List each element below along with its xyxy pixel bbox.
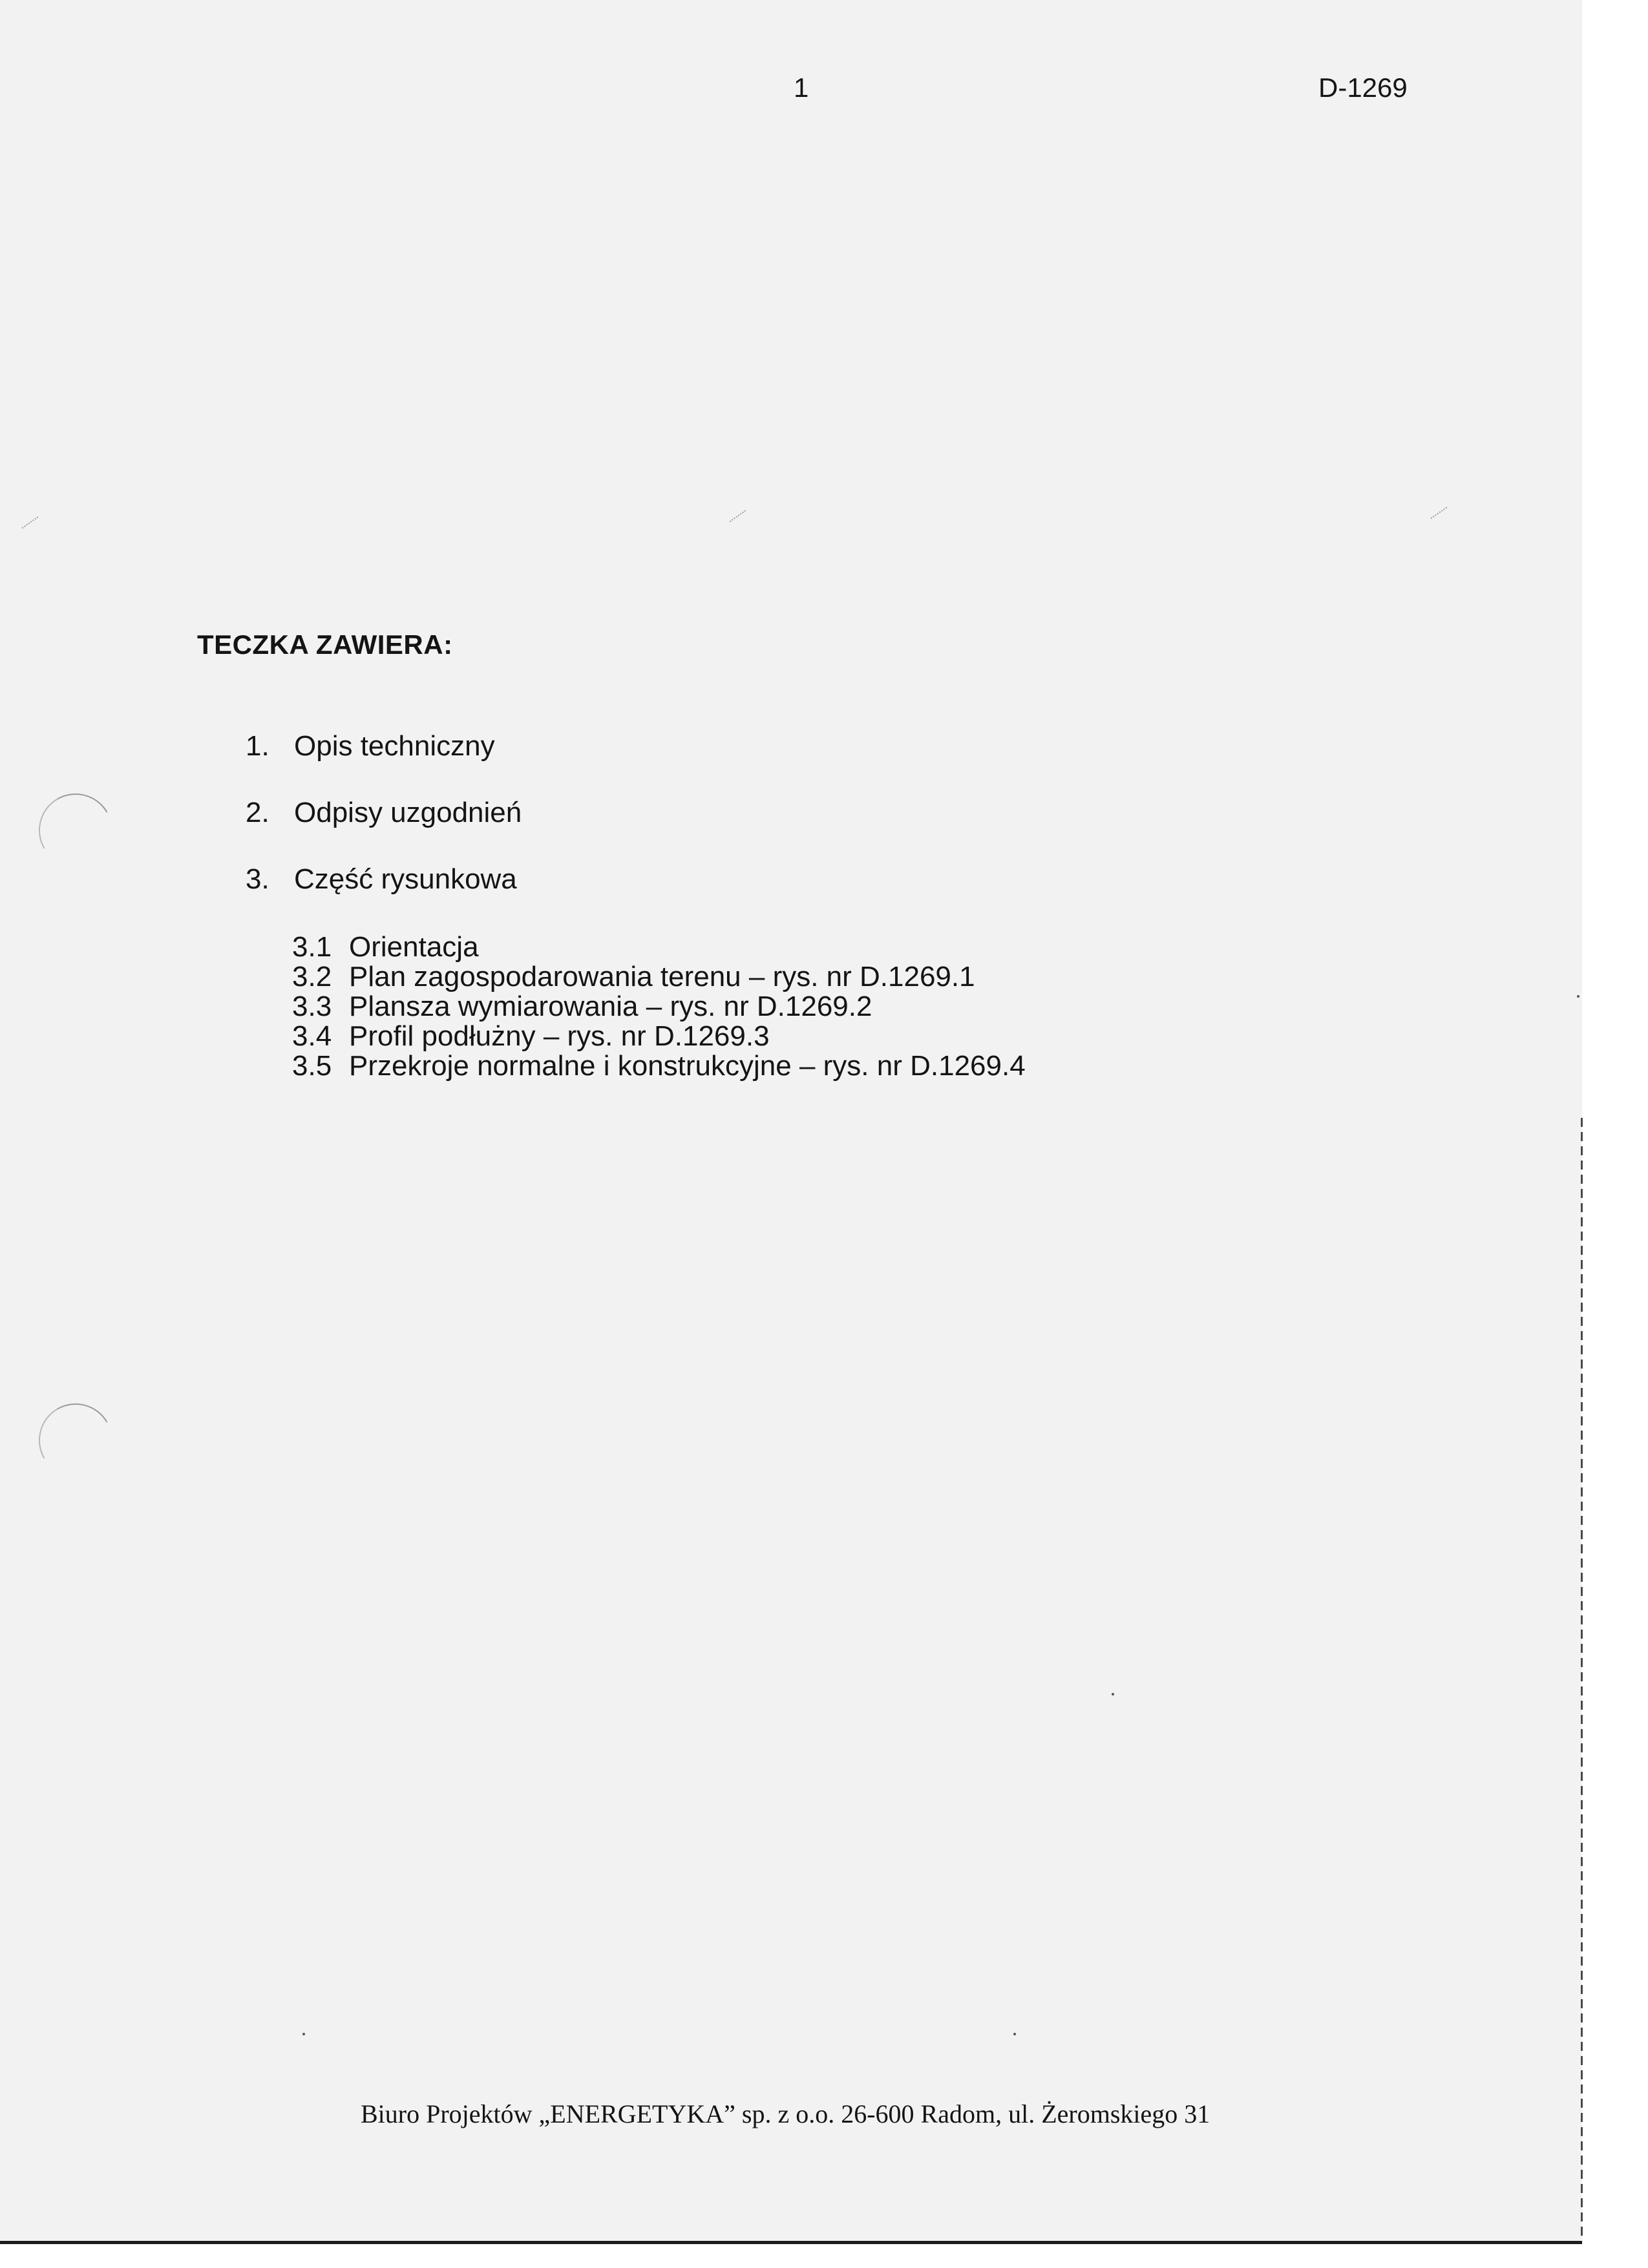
page-number: 1 [794, 72, 809, 103]
scan-artifact [22, 516, 50, 544]
company-footer: Biuro Projektów „ENERGETYKA” sp. z o.o. 26-600 Radom, ul. Żeromskiego 31 [361, 2099, 1210, 2128]
sublist-item-label: Profil podłużny – rys. nr D.1269.3 [349, 1020, 770, 1052]
punch-hole-mark [30, 1395, 121, 1486]
contents-heading: TECZKA ZAWIERA: [197, 629, 453, 660]
drawings-sublist [292, 932, 1026, 1081]
scan-artifact [1577, 995, 1579, 998]
sublist-item [292, 932, 1026, 962]
scan-artifact [1112, 1693, 1114, 1696]
sublist-item-label: Przekroje normalne i konstrukcyjne – rys. nr D.1269.4 [349, 1050, 1026, 1082]
list-item-label: Opis techniczny [294, 730, 495, 762]
sublist-item-number: 3.3 [292, 991, 332, 1022]
scan-artifact [1431, 507, 1459, 534]
scan-artifact [730, 510, 757, 538]
list-item [246, 730, 522, 797]
list-item [246, 863, 522, 930]
list-item-number: 1. [246, 730, 269, 762]
list-item-number: 2. [246, 797, 269, 828]
sublist-item-label: Orientacja [349, 931, 479, 963]
contents-list [246, 730, 522, 930]
sublist-item [292, 1051, 1026, 1081]
sublist-item [292, 1022, 1026, 1051]
page-edge-line [1581, 1118, 1583, 2236]
scan-artifact [302, 2033, 305, 2035]
scan-bottom-margin [0, 2244, 1648, 2268]
list-item-label: Część rysunkowa [294, 863, 517, 895]
list-item [246, 797, 522, 863]
sublist-item [292, 992, 1026, 1022]
sublist-item-number: 3.1 [292, 931, 332, 963]
sublist-item-number: 3.2 [292, 961, 332, 992]
sublist-item-label: Plan zagospodarowania terenu – rys. nr D.1269.1 [349, 961, 975, 992]
sublist-item [292, 962, 1026, 992]
punch-hole-mark [30, 785, 121, 876]
sublist-item-number: 3.5 [292, 1050, 332, 1082]
list-item-label: Odpisy uzgodnień [294, 797, 522, 828]
scan-artifact [1013, 2033, 1016, 2035]
sublist-item-number: 3.4 [292, 1020, 332, 1052]
list-item-number: 3. [246, 863, 269, 895]
scan-margin [1582, 0, 1648, 2268]
sublist-item-label: Plansza wymiarowania – rys. nr D.1269.2 [349, 991, 872, 1022]
document-code: D-1269 [1318, 72, 1408, 103]
